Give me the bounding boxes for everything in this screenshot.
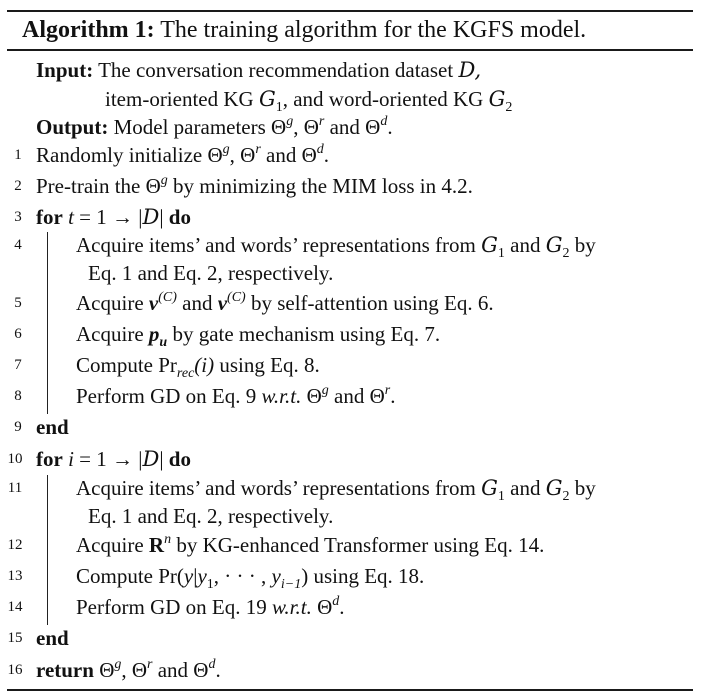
line-text: Acquire $v^{(C)}$ and $v^{(C)}$ by self-attention using Eq. 6. bbox=[76, 290, 494, 315]
end-keyword: end bbox=[36, 415, 69, 439]
line-text: Randomly initialize $\Theta^g$, $\Theta^r$ and $\Theta^d$. bbox=[36, 142, 330, 167]
line-text: Eq. 1 and Eq. 2, respectively. bbox=[88, 504, 334, 528]
line-number: 8 bbox=[14, 388, 22, 404]
title-rule bbox=[7, 49, 693, 51]
line-number: 6 bbox=[14, 326, 22, 342]
line-number: 1 bbox=[14, 147, 22, 163]
line-text: return $\Theta^g$, $\Theta^r$ and $\Theta^d$. bbox=[36, 657, 221, 682]
line-text: Acquire $p_u$ by gate mechanism using Eq. 7. bbox=[76, 322, 441, 350]
line-number: 13 bbox=[7, 568, 23, 584]
line-number: 16 bbox=[7, 662, 23, 678]
end-keyword: end bbox=[36, 626, 69, 650]
line-number: 10 bbox=[7, 451, 23, 467]
line-number: 5 bbox=[14, 295, 22, 311]
line-number: 14 bbox=[7, 599, 23, 615]
line-text: for t = 1 → |D| do bbox=[36, 205, 191, 229]
algorithm-title bbox=[22, 14, 586, 46]
algorithm-title-text: The training algorithm for the KGFS model. bbox=[160, 17, 587, 43]
line-text: Acquire items’ and words’ representations from $G_1$ and $G_2$ by bbox=[76, 476, 596, 504]
line-text: Acquire $R^n$ by KG-enhanced Transformer using Eq. 14. bbox=[76, 532, 545, 557]
line-text: Acquire items’ and words’ representations from $G_1$ and $G_2$ by bbox=[76, 233, 596, 261]
return-keyword: return bbox=[36, 658, 94, 682]
line-text: for i = 1 → |D| do bbox=[36, 447, 191, 471]
top-rule bbox=[7, 10, 693, 12]
line-text: Compute $Pr_{rec}(i)$ using Eq. 8. bbox=[76, 353, 320, 381]
line-number: 11 bbox=[7, 480, 23, 496]
line-number: 7 bbox=[14, 357, 22, 373]
bottom-rule bbox=[7, 689, 693, 691]
loop-2-bar bbox=[47, 475, 48, 625]
line-number: 15 bbox=[7, 630, 23, 646]
output-keyword: Output: bbox=[36, 115, 109, 139]
loop-1-bar bbox=[47, 232, 48, 414]
input-line-2: item-oriented KG $G_1$, and word-oriented KG $G_2$ bbox=[105, 87, 513, 115]
line-number: 3 bbox=[14, 209, 22, 225]
line-text: Perform GD on Eq. 9 w.r.t. $\Theta^g$ and $\Theta^r$. bbox=[76, 383, 396, 408]
line-text: Eq. 1 and Eq. 2, respectively. bbox=[88, 261, 334, 285]
line-text: Pre-train the $\Theta^g$ by minimizing the MIM loss in 4.2. bbox=[36, 173, 473, 198]
line-number: 12 bbox=[7, 537, 23, 553]
algorithm-label: Algorithm 1: bbox=[22, 17, 155, 43]
line-text: Perform GD on Eq. 19 w.r.t. $\Theta^d$. bbox=[76, 594, 345, 619]
output-line: Output: Model parameters $\Theta^g$, $\Theta^r$ and $\Theta^d$. bbox=[36, 114, 393, 139]
line-number: 4 bbox=[14, 237, 22, 253]
input-line-1: Input: The conversation recommendation dataset D, bbox=[36, 58, 482, 82]
line-text: Compute $Pr(y|y_1$, · · · , $y_{i-1}$) using Eq. 18. bbox=[76, 564, 425, 592]
input-keyword: Input: bbox=[36, 58, 94, 82]
line-number: 2 bbox=[14, 178, 22, 194]
line-number: 9 bbox=[14, 419, 22, 435]
